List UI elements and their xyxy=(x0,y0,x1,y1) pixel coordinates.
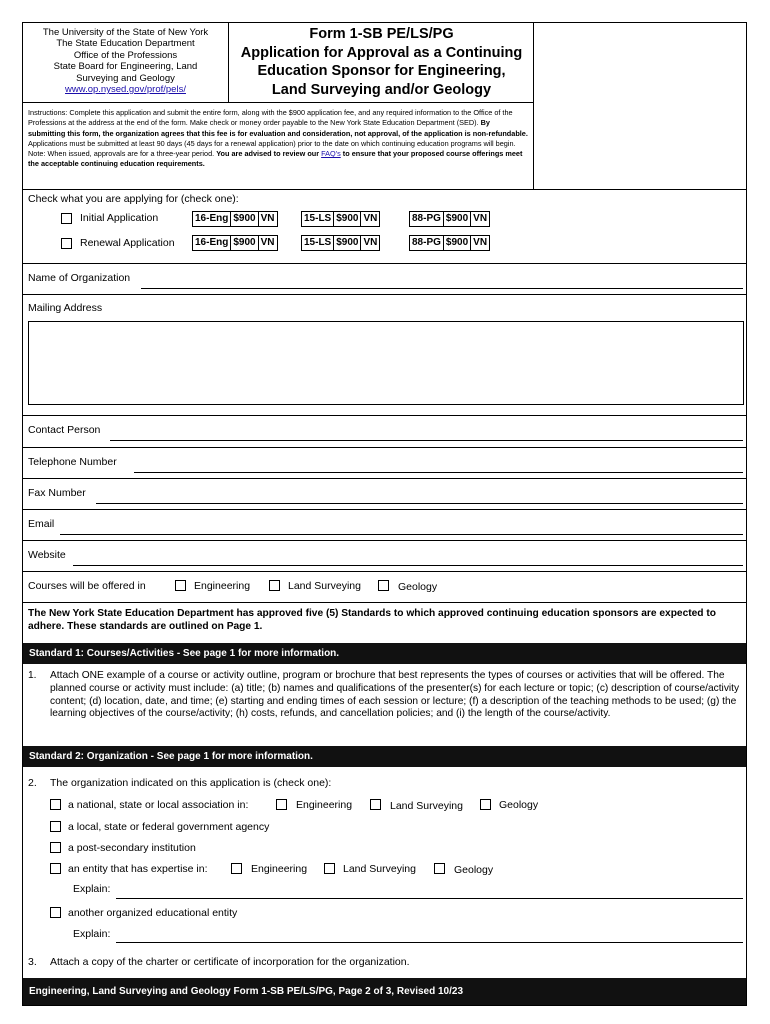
divider xyxy=(23,540,746,541)
agency-line: Office of the Professions xyxy=(73,49,178,61)
faq-link[interactable]: FAQ's xyxy=(321,149,341,159)
telephone-field[interactable] xyxy=(134,472,743,473)
explain-label: Explain: xyxy=(73,928,111,940)
website-label: Website xyxy=(28,549,66,561)
instructions xyxy=(28,108,528,170)
agency-line: Surveying and Geology xyxy=(76,72,175,84)
fee-amount: $900 xyxy=(444,212,471,226)
standards-intro: The New York State Education Department has approved five (5) Standards to which approved continuing education sponsors are expected to adhere. These standards are outlined on Page 1. xyxy=(28,608,716,632)
courses-land-surveying-label: Land Surveying xyxy=(288,580,361,592)
post-secondary-checkbox[interactable] xyxy=(50,842,61,853)
government-agency-checkbox[interactable] xyxy=(50,821,61,832)
fee-code: 16-Eng xyxy=(193,236,231,250)
post-secondary-label: a post-secondary institution xyxy=(68,842,196,854)
divider xyxy=(23,447,746,448)
fee-amount: $900 xyxy=(334,236,361,250)
agency-line: The State Education Department xyxy=(56,38,195,50)
renewal-application-label: Renewal Application xyxy=(80,237,175,249)
fee-amount: $900 xyxy=(334,212,361,226)
entity-land-surveying-label: Land Surveying xyxy=(343,863,416,875)
fee-box-eng-initial xyxy=(192,211,278,227)
q3-text: Attach a copy of the charter or certificate of incorporation for the organization. xyxy=(50,956,410,968)
email-field[interactable] xyxy=(60,534,743,535)
entity-engineering-label: Engineering xyxy=(251,863,308,875)
fee-code: 15-LS xyxy=(302,236,334,250)
renewal-application-checkbox[interactable] xyxy=(61,238,72,249)
standard-1-text: Attach ONE example of a course or activity outline, program or brochure that best represents the types of courses or activities that will be offered. The planned course or activity must include: (a) title; (b) names and qualifications of the presenter(s) for each lecture or topic; (c) description of course/activity content; (d) location, date, and time; (e) starting and ending times of each session or lecture; (f) a description of the teaching methods to be used; (g) the learning objectives of the course/activity; (h) costs, refunds, and cancellation policies; and (i) the length of the course/activity. xyxy=(50,670,740,720)
email-label: Email xyxy=(28,518,55,530)
association-engineering-label: Engineering xyxy=(296,799,353,811)
initial-application-label: Initial Application xyxy=(80,212,159,224)
fee-tag: VN xyxy=(260,213,275,224)
fee-amount: $900 xyxy=(231,212,258,226)
standard-2-heading: Standard 2: Organization - See page 1 for more information. xyxy=(23,746,746,767)
fax-label: Fax Number xyxy=(28,487,86,499)
form-title-line: Education Sponsor for Engineering, xyxy=(257,63,506,79)
standard-1-heading: Standard 1: Courses/Activities - See page 1 for more information. xyxy=(23,643,746,664)
divider xyxy=(23,102,533,103)
entity-geology-checkbox[interactable] xyxy=(434,863,445,874)
entity-geology-label: Geology xyxy=(454,864,494,876)
form-title-line: Form 1-SB PE/LS/PG xyxy=(309,26,454,42)
instructions-text: Applications must be submitted at least 90 days (45 days for a renewal application) prior to the date on which continuing education programs will begin. Note: When issued, approvals are for a three-year period. xyxy=(28,138,516,159)
fee-amount: $900 xyxy=(444,236,471,250)
government-agency-label: a local, state or federal government agency xyxy=(68,821,270,833)
divider xyxy=(23,571,746,572)
instructions-bold: You are advised to review our xyxy=(216,149,322,159)
instructions-bold: to ensure that your proposed course offerings meet the acceptable continuing education requirements. xyxy=(28,149,523,169)
courses-land-surveying-checkbox[interactable] xyxy=(269,580,280,591)
fee-tag: VN xyxy=(473,213,488,224)
fee-tag: VN xyxy=(363,237,378,248)
contact-person-label: Contact Person xyxy=(28,424,101,436)
divider xyxy=(23,602,746,603)
form-title xyxy=(229,23,534,103)
agency-line: The University of the State of New York xyxy=(42,27,209,38)
instructions-text: Instructions: Complete this application and submit the entire form, along with the $900 application fee, and any required information to the Office of the Professions at the address at the end of the form. Make check or money order payable to the New York State Education Department (SED). xyxy=(28,108,513,128)
item-number: 2. xyxy=(28,777,37,789)
divider xyxy=(23,263,746,264)
website-field[interactable] xyxy=(73,565,743,566)
expertise-entity-checkbox[interactable] xyxy=(50,863,61,874)
form-title-line: Application for Approval as a Continuing xyxy=(240,44,523,61)
explain-label: Explain: xyxy=(73,883,111,895)
fee-tag: VN xyxy=(260,237,275,248)
association-land-surveying-label: Land Surveying xyxy=(390,800,463,812)
contact-person-field[interactable] xyxy=(110,440,743,441)
association-label: a national, state or local association in: xyxy=(68,799,249,811)
other-explain-field[interactable] xyxy=(116,942,743,943)
association-geology-label: Geology xyxy=(499,799,539,811)
agency-website-link[interactable]: www.op.nysed.gov/prof/pels/ xyxy=(65,84,186,96)
fee-box-ls-renewal xyxy=(301,235,380,251)
divider xyxy=(23,415,746,416)
courses-engineering-checkbox[interactable] xyxy=(175,580,186,591)
association-engineering-checkbox[interactable] xyxy=(276,799,287,810)
fax-field[interactable] xyxy=(96,503,743,504)
page-footer: Engineering, Land Surveying and Geology Form 1-SB PE/LS/PG, Page 2 of 3, Revised 10/23 xyxy=(23,978,746,1005)
association-geology-checkbox[interactable] xyxy=(480,799,491,810)
office-use-box xyxy=(533,23,747,189)
org-name-field[interactable] xyxy=(141,288,743,289)
entity-land-surveying-checkbox[interactable] xyxy=(324,863,335,874)
fee-tag: VN xyxy=(473,237,488,248)
courses-label: Courses will be offered in xyxy=(28,580,146,592)
fee-box-ls-initial xyxy=(301,211,380,227)
agency-line: State Board for Engineering, Land xyxy=(53,61,198,73)
application-form xyxy=(22,22,747,1006)
fee-tag: VN xyxy=(363,213,378,224)
association-land-surveying-checkbox[interactable] xyxy=(370,799,381,810)
divider xyxy=(23,478,746,479)
mailing-address-field[interactable] xyxy=(28,321,744,405)
association-checkbox[interactable] xyxy=(50,799,61,810)
fee-code: 88-PG xyxy=(410,236,444,250)
divider xyxy=(23,294,746,295)
fee-box-eng-renewal xyxy=(192,235,278,251)
fee-amount: $900 xyxy=(231,236,258,250)
applying-prompt: Check what you are applying for (check one): xyxy=(28,193,239,205)
entity-engineering-checkbox[interactable] xyxy=(231,863,242,874)
fee-box-pg-initial xyxy=(409,211,490,227)
form-title-line: Land Surveying and/or Geology xyxy=(271,81,492,98)
other-entity-label: another organized educational entity xyxy=(68,907,238,919)
org-name-label: Name of Organization xyxy=(28,272,131,284)
divider xyxy=(23,189,746,190)
courses-engineering-label: Engineering xyxy=(194,580,251,592)
other-entity-checkbox[interactable] xyxy=(50,907,61,918)
initial-application-checkbox[interactable] xyxy=(61,213,72,224)
divider xyxy=(23,509,746,510)
courses-geology-checkbox[interactable] xyxy=(378,580,389,591)
entity-explain-field[interactable] xyxy=(116,898,743,899)
fee-code: 88-PG xyxy=(410,212,444,226)
q2-prompt: The organization indicated on this application is (check one): xyxy=(50,777,332,789)
instructions-bold: By submitting this form, the organization agrees that this fee is for evaluation and consideration, not approval, of the application is non-refundable. xyxy=(28,118,528,138)
courses-geology-label: Geology xyxy=(398,581,438,593)
item-number: 3. xyxy=(28,956,37,968)
fee-code: 16-Eng xyxy=(193,212,231,226)
fee-box-pg-renewal xyxy=(409,235,490,251)
item-number: 1. xyxy=(28,670,37,681)
fee-code: 15-LS xyxy=(302,212,334,226)
expertise-entity-label: an entity that has expertise in: xyxy=(68,863,208,875)
telephone-label: Telephone Number xyxy=(28,456,117,468)
mailing-address-label: Mailing Address xyxy=(28,302,103,314)
agency-block xyxy=(23,23,229,103)
